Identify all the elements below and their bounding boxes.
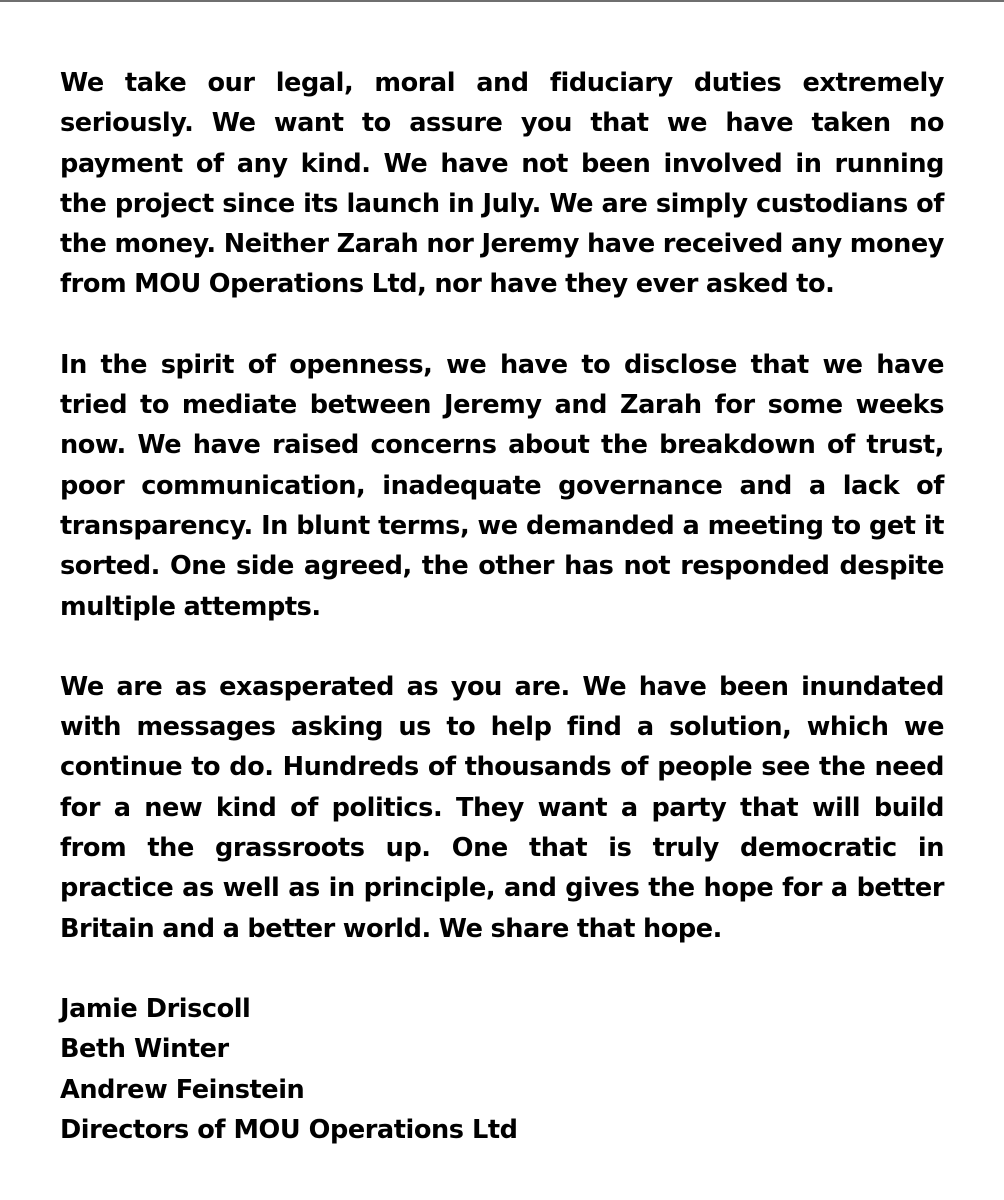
paragraph-mediation: In the spirit of openness, we have to disclose that we have tried to mediate between Jeremy and Zarah for some weeks now. We have raised concerns about the breakdown of trust, poor communication, inadequate governance and a lack of transparency. In blunt terms, we demanded a meeting to get it sorted. One side agreed, the other has not responded despite multiple attempts.: [60, 349, 944, 622]
signatory-name: Beth Winter: [60, 1034, 229, 1065]
paragraph-duties: We take our legal, moral and fiduciary duties extremely seriously. We want to assure you that we have taken no payment of any kind. We have not been involved in running the project since its launch in July. We are simply custodians of the money. Neither Zarah nor Jeremy have received any money from MOU Operations Ltd, nor have they ever asked to.: [60, 68, 944, 300]
signature-block: [60, 989, 944, 1150]
top-border: [0, 0, 1004, 2]
paragraph-solution: We are as exasperated as you are. We have been inundated with messages asking us to help find a solution, which we continue to do. Hundreds of thousands of people see the need for a new kind of politics. They want a party that will build from the grassroots up. One that is truly democratic in practice as well as in principle, and gives the hope for a better Britain and a better world. We share that hope.: [60, 671, 944, 944]
signatory-name: Jamie Driscoll: [60, 993, 251, 1024]
letter-body: [60, 63, 944, 1150]
signatory-name: Andrew Feinstein: [60, 1074, 305, 1105]
signatory-title: Directors of MOU Operations Ltd: [60, 1114, 518, 1145]
